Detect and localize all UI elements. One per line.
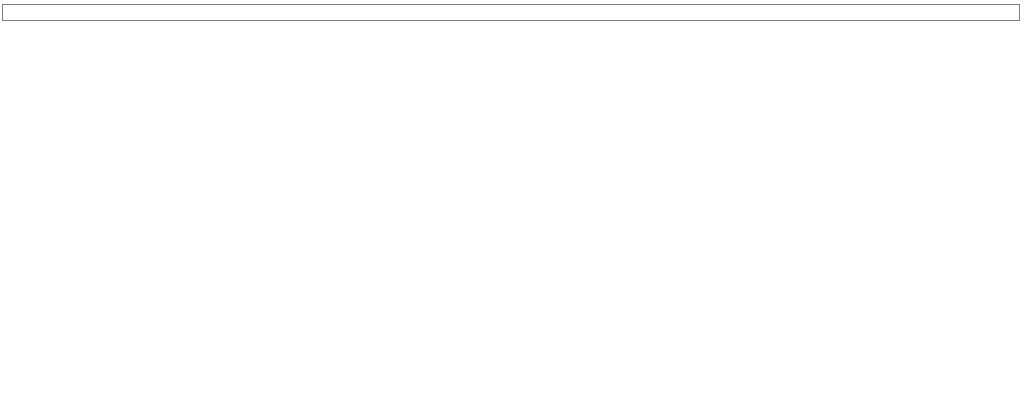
year-title[interactable]: [2, 4, 1020, 21]
